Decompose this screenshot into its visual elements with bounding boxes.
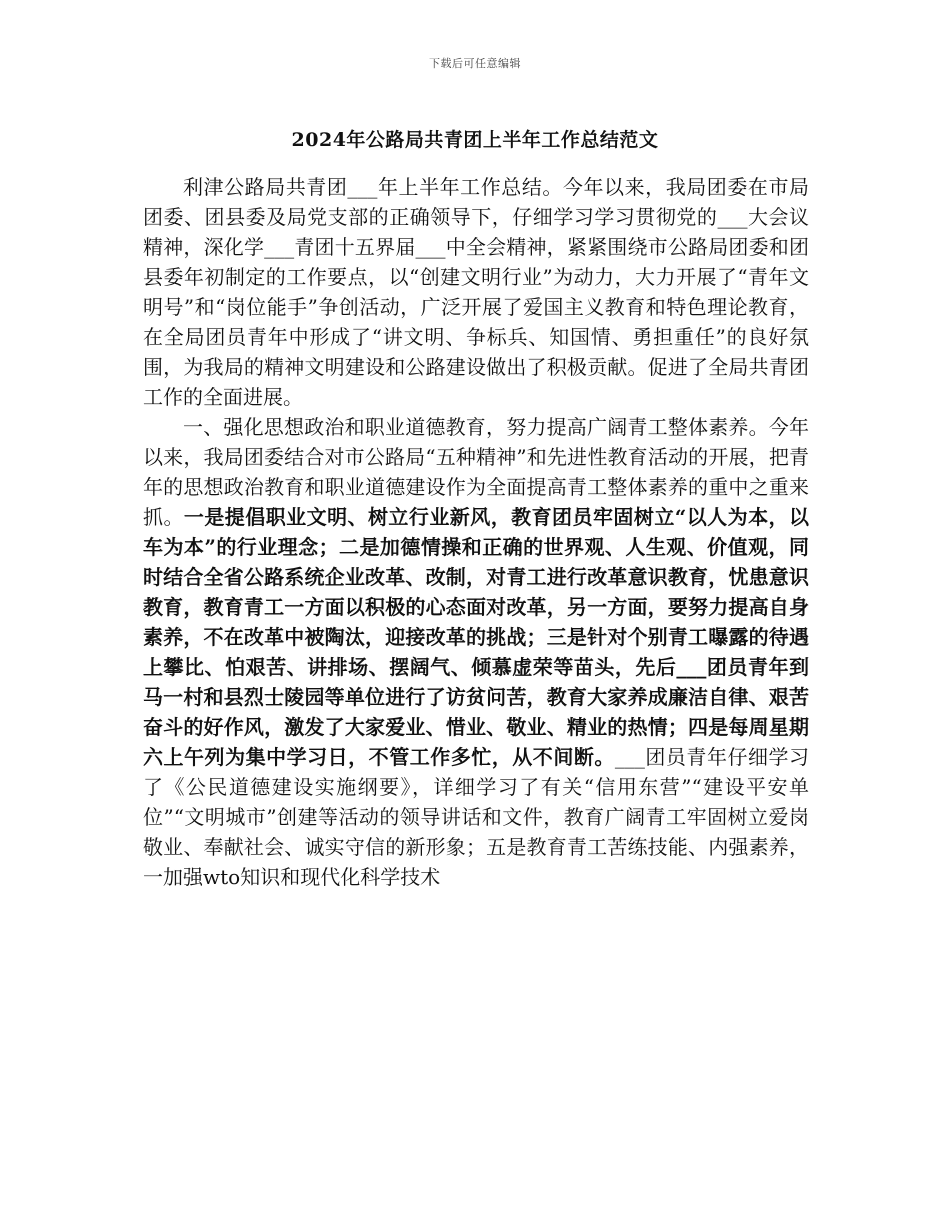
paragraph-section-one bbox=[143, 412, 809, 892]
section-one-lead-text: 一、强化思想政治和职业道德教育，努力提高广阔青工整体素养。今年以来，我局团委结合对市公路局“五种精神”和先进性教育活动的开展，把青年的思想政治教育和职业道德建设作为全面提高青工整体素养的重中之重来抓。 bbox=[143, 415, 809, 529]
paragraph-intro bbox=[143, 172, 809, 412]
document-title: 2024年公路局共青团上半年工作总结范文 bbox=[291, 129, 659, 151]
section-one-tail-text: ___团员青年仔细学习了《公民道德建设实施纲要》，详细学习了有关“信用东营”“建设平安单位”“文明城市”创建等活动的领导讲话和文件，教育广阔青工牢固树立爱岗敬业、奉献社会、诚实守信的新形象；五是教育青工苦练技能、内强素养，一加强wto知识和现代化科学技术 bbox=[143, 745, 810, 889]
document-body bbox=[143, 172, 809, 892]
paragraph-intro-text: 利津公路局共青团___年上半年工作总结。今年以来，我局团委在市局团委、团县委及局党支部的正确领导下，仔细学习学习贯彻党的___大会议精神，深化学___青团十五界届___中全会精神，紧紧围绕市公路局团委和团县委年初制定的工作要点，以“创建文明行业”为动力，大力开展了“青年文明号”和“岗位能手”争创活动，广泛开展了爱国主义教育和特色理论教育，在全局团员青年中形成了“讲文明、争标兵、知国情、勇担重任”的良好氛围，为我局的精神文明建设和公路建设做出了积极贡献。促进了全局共青团工作的全面进展。 bbox=[143, 175, 809, 409]
section-one-bold-text: 一是提倡职业文明、树立行业新风，教育团员牢固树立“以人为本，以车为本”的行业理念；二是加德情操和正确的世界观、人生观、价值观，同时结合全省公路系统企业改革、改制，对青工进行改革意识教育，忧患意识教育，教育青工一方面以积极的心态面对改革，另一方面，要努力提高自身素养，不在改革中被陶汰，迎接改革的挑战；三是针对个别青工曝露的待遇上攀比、怕艰苦、讲排场、摆阔气、倾慕虚荣等苗头，先后___团员青年到马一村和县烈士陵园等单位进行了访贫问苦，教育大家养成廉洁自律、艰苦奋斗的好作风，激发了大家爱业、惜业、敬业、精业的热情；四是每周星期六上午列为集中学习日，不管工作多忙，从不间断。 bbox=[143, 505, 809, 769]
page-header-note: 下载后可任意编辑 bbox=[429, 57, 521, 70]
